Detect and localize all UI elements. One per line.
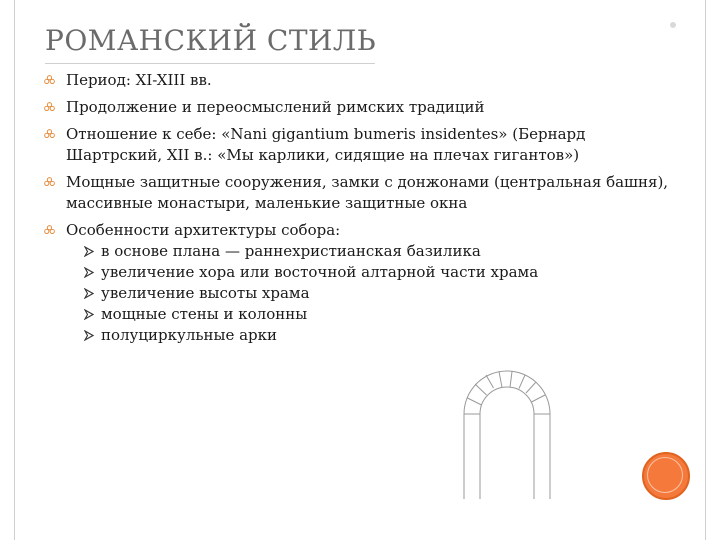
bullet-flower-icon <box>44 129 55 140</box>
bullet-text: Особенности архитектуры собора: <box>66 221 341 239</box>
arrow-right-icon <box>84 309 94 320</box>
bullet-text: Отношение к себе: «Nani gigantium bumeris insidentes» (Бернард Шартрский, XII в.: «Мы карлики, сидящие на плечах гигантов») <box>66 125 586 164</box>
sub-item <box>66 283 684 304</box>
bullet-flower-icon <box>44 177 55 188</box>
accent-circle <box>642 452 690 500</box>
bullet-item <box>44 70 684 91</box>
sub-item <box>66 262 684 283</box>
bullet-flower-icon <box>44 75 55 86</box>
slide-title: РОМАНСКИЙ СТИЛЬ <box>45 24 377 57</box>
bullet-flower-icon <box>44 225 55 236</box>
bullet-item <box>44 97 684 118</box>
arrow-right-icon <box>84 246 94 257</box>
arrow-right-icon <box>84 267 94 278</box>
sub-item-text: увеличение хора или восточной алтарной части храма <box>101 263 539 281</box>
sub-item-text: мощные стены и колонны <box>101 305 308 323</box>
sub-item-text: в основе плана — раннехристианская базилика <box>101 242 481 260</box>
arrow-right-icon <box>84 330 94 341</box>
title-underline <box>45 63 375 64</box>
frame-line-left <box>14 0 15 540</box>
bullet-text: Продолжение и переосмыслений римских традиций <box>66 98 485 116</box>
bullet-list <box>44 70 684 352</box>
accent-circle-ring <box>647 457 683 493</box>
romanesque-arch-icon <box>462 368 552 500</box>
bullet-text: Период: XI-XIII вв. <box>66 71 212 89</box>
bullet-item <box>44 124 684 166</box>
bullet-item <box>44 172 684 214</box>
sub-item <box>66 325 684 346</box>
bullet-text: Мощные защитные сооружения, замки с донжонами (центральная башня), массивные монастыри, маленькие защитные окна <box>66 173 669 212</box>
sub-item-text: увеличение высоты храма <box>101 284 310 302</box>
arrow-right-icon <box>84 288 94 299</box>
corner-mark-icon <box>666 18 680 32</box>
sub-item-text: полуциркульные арки <box>101 326 278 344</box>
sub-list <box>66 241 684 346</box>
sub-item <box>66 304 684 325</box>
bullet-flower-icon <box>44 102 55 113</box>
frame-line-right <box>705 0 706 540</box>
sub-item <box>66 241 684 262</box>
bullet-item <box>44 220 684 346</box>
